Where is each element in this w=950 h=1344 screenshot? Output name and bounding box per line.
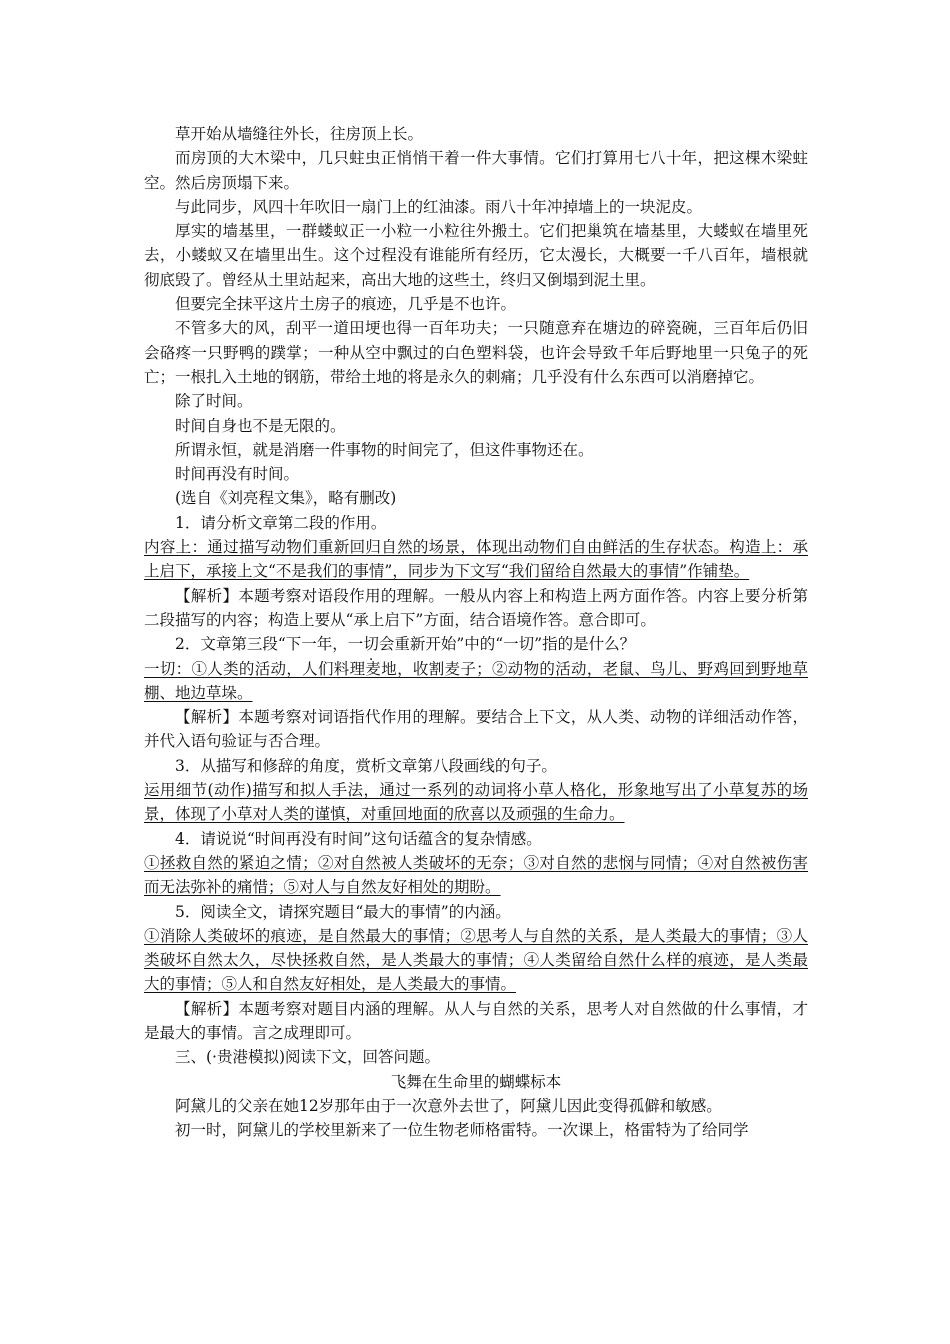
- answer-1: 内容上：通过描写动物们重新回归自然的场景，体现出动物们自由鲜活的生存状态。构造上：承上启下，承接上文“不是我们的事情”，同步为下文写“我们留给自然最大的事情”作铺垫。: [144, 538, 808, 581]
- question-1: 1．请分析文章第二段的作用。: [175, 513, 387, 532]
- article-title: 飞舞在生命里的蝴蝶标本: [390, 1072, 562, 1091]
- answer-4: ①拯救自然的紧迫之情；②对自然被人类破坏的无奈；③对自然的悲悯与同情；④对自然被伤害而无法弥补的痛惜；⑤对人与自然友好相处的期盼。: [144, 853, 808, 897]
- analysis-2: 【解析】本题考察对词语指代作用的理解。要结合上下文，从人类、动物的详细活动作答，并代入语句验证与否合理。: [144, 708, 808, 751]
- paragraph: 时间自身也不是无限的。: [175, 416, 346, 435]
- analysis-1: 【解析】本题考察对语段作用的理解。一般从内容上和构造上两方面作答。内容上要分析第二段描写的内容；构造上要从“承上启下”方面，结合语境作答。意合即可。: [144, 586, 808, 629]
- document-page: [144, 122, 808, 1142]
- paragraph: 除了时间。: [175, 392, 253, 411]
- question-4: 4．请说说“时间再没有时间”这句话蕴含的复杂情感。: [175, 829, 542, 848]
- paragraph: 阿黛儿的父亲在她12岁那年由于一次意外去世了，阿黛儿因此变得孤僻和敏感。: [175, 1096, 722, 1115]
- paragraph: 所谓永恒，就是消磨一件事物的时间完了，但这件事物还在。: [175, 440, 594, 459]
- source-note: (选自《刘亮程文集》，略有删改): [175, 489, 397, 508]
- analysis-5: 【解析】本题考察对题目内涵的理解。从人与自然的关系，思考人对自然做的什么事情，才是最大的事情。言之成理即可。: [144, 999, 808, 1042]
- paragraph: 厚实的墙基里，一群蝼蚁正一小粒一小粒往外搬土。它们把巢筑在墙基里，大蝼蚁在墙里死去，小蝼蚁又在墙里出生。这个过程没有谁能所有经历，它太漫长，大概要一千八百年，墙根就彻底毁了。曾经从土里站起来，高出大地的这些土，终归又倒塌到泥土里。: [144, 222, 808, 289]
- answer-3: 运用细节(动作)描写和拟人手法，通过一系列的动词将小草人格化，形象地写出了小草复苏的场景，体现了小草对人类的谨慎，对重回地面的欣喜以及顽强的生命力。: [144, 781, 808, 824]
- paragraph: 但要完全抹平这片土房子的痕迹，几乎是不也许。: [175, 295, 517, 314]
- paragraph: 初一时，阿黛儿的学校里新来了一位生物老师格雷特。一次课上，格雷特为了给同学: [175, 1121, 749, 1140]
- answer-2: 一切：①人类的活动，人们料理麦地，收割麦子；②动物的活动，老鼠、鸟儿、野鸡回到野地草棚、地边草垛。: [144, 659, 808, 702]
- question-5: 5．阅读全文，请探究题目“最大的事情”的内涵。: [175, 902, 511, 921]
- question-2-pre: 2．文章第三段“下一年，: [175, 635, 348, 654]
- paragraph: 与此同步，风四十年吹旧一扇门上的红油漆。雨八十年冲掉墙上的一块泥皮。: [175, 197, 703, 216]
- question-2: [144, 632, 808, 656]
- question-2-post: 切会重新开始”中的“一切”指的是什么？: [363, 635, 636, 654]
- paragraph: 时间再没有时间。: [175, 465, 300, 484]
- question-3: 3．从描写和修辞的角度，赏析文章第八段画线的句子。: [175, 756, 557, 775]
- paragraph: 而房顶的大木梁中，几只蛀虫正悄悄干着一件大事情。它们打算用七八十年，把这棵木梁蛀空。然后房顶塌下来。: [144, 149, 808, 192]
- emphasis-dot-char: 一: [347, 635, 364, 654]
- section-heading: 三、(·贵港模拟)阅读下文，回答问题。: [175, 1048, 441, 1067]
- answer-5: ①消除人类破坏的痕迹，是自然最大的事情；②思考人与自然的关系，是人类最大的事情；③人类破坏自然太久，尽快拯救自然，是人类最大的事情；④人类留给自然什么样的痕迹，是人类最大的事情；⑤人和自然友好相处，是人类最大的事情。: [144, 926, 808, 994]
- paragraph: 草开始从墙缝往外长，往房顶上长。: [175, 125, 424, 143]
- paragraph: 不管多大的风，刮平一道田埂也得一百年功夫；一只随意弃在塘边的碎瓷碗，三百年后仍旧会硌疼一只野鸭的蹼掌；一种从空中飘过的白色塑料袋，也许会导致千年后野地里一只兔子的死亡；一根扎入土地的钢筋，带给土地的将是永久的刺痛；几乎没有什么东西可以消磨掉它。: [144, 319, 808, 386]
